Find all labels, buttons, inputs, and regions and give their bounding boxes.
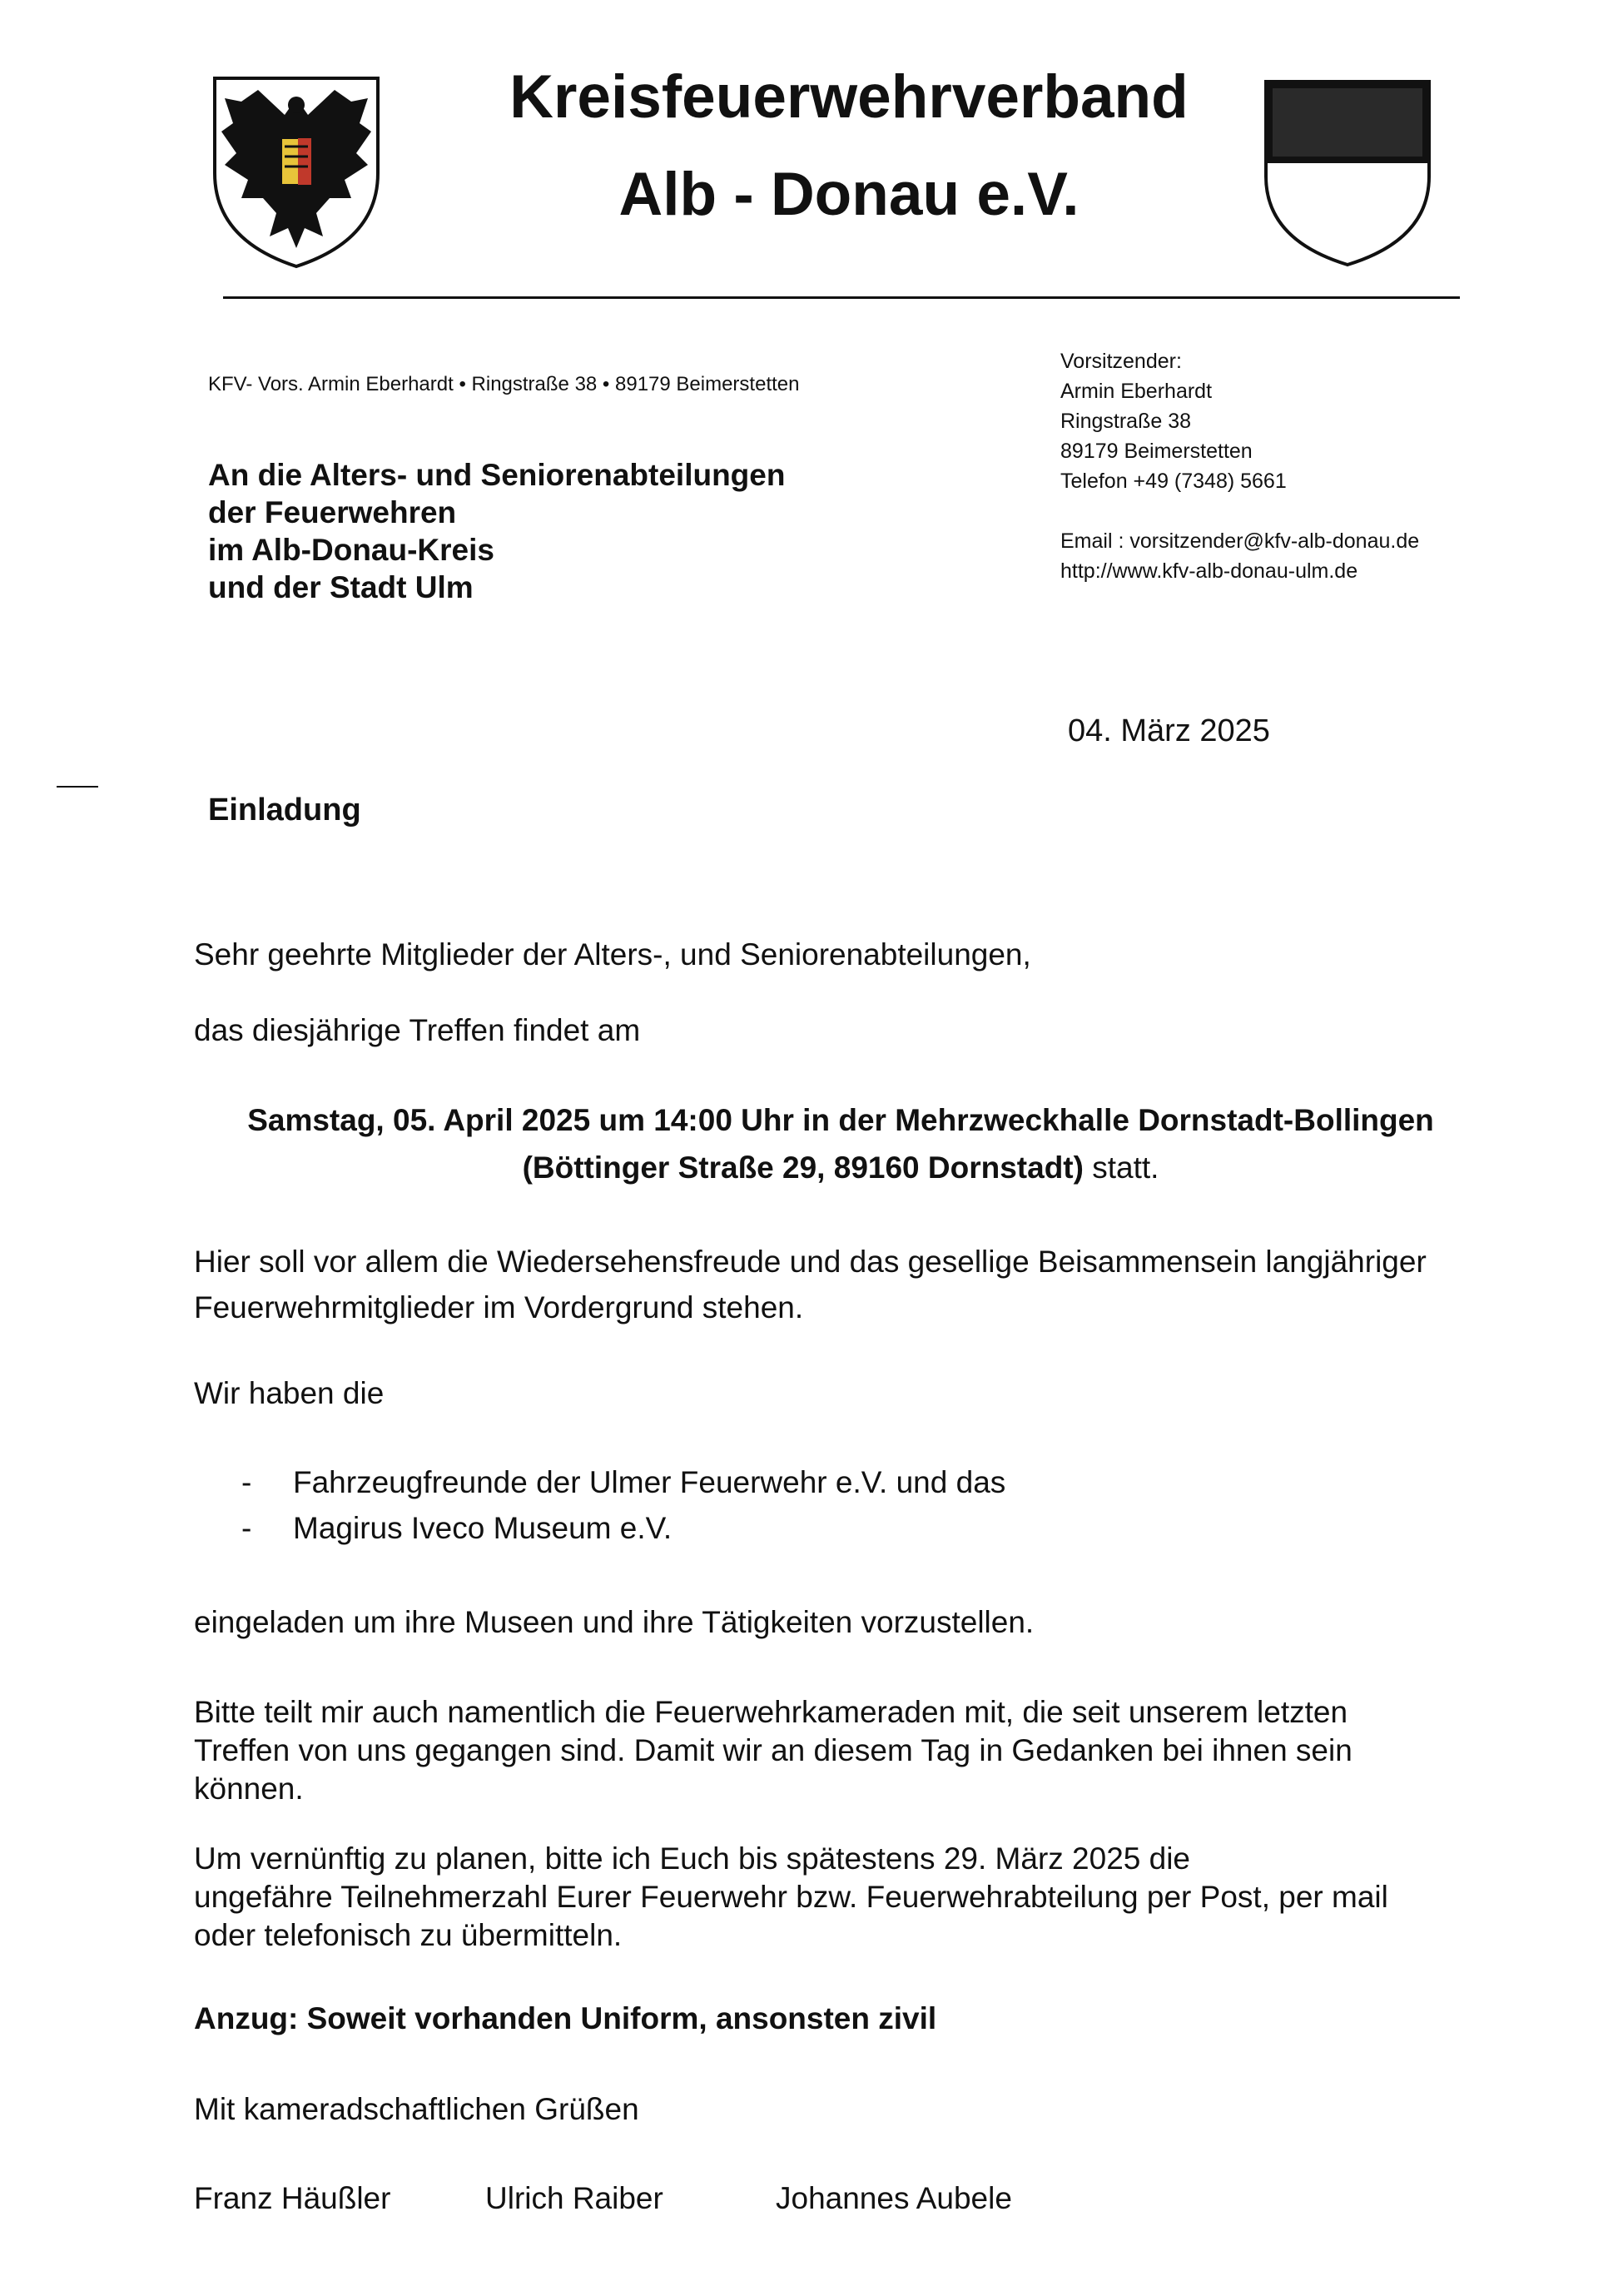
- organization-title-line1: Kreisfeuerwehrverband: [509, 63, 1189, 131]
- signature-name: Ulrich Raiber: [485, 2181, 663, 2215]
- paragraph-3: [194, 1840, 1388, 1955]
- letter-subject: Einladung: [208, 793, 361, 827]
- paragraph-line: Um vernünftig zu planen, bitte ich Euch bis spätestens 29. März 2025 die: [194, 1841, 1191, 1876]
- invite-outro: eingeladen um ihre Museen und ihre Tätigkeiten vorzustellen.: [194, 1605, 1035, 1639]
- contact-role: Vorsitzender:: [1060, 350, 1182, 373]
- recipient-address: [208, 456, 785, 606]
- paragraph-line: ungefähre Teilnehmerzahl Eurer Feuerwehr bzw. Feuerwehrabteilung per Post, per mail: [194, 1880, 1388, 1914]
- recipient-line: im Alb-Donau-Kreis: [208, 533, 494, 567]
- header-divider: [223, 296, 1460, 299]
- event-line-2-suffix: statt.: [1083, 1150, 1159, 1185]
- closing: Mit kameradschaftlichen Grüßen: [194, 2092, 639, 2126]
- contact-spacer: [1060, 496, 1419, 526]
- contact-name: Armin Eberhardt: [1060, 380, 1213, 403]
- list-item-text: Magirus Iveco Museum e.V.: [293, 1511, 673, 1545]
- contact-email[interactable]: Email : vorsitzender@kfv-alb-donau.de: [1060, 529, 1420, 553]
- intro-text: das diesjährige Treffen findet am: [194, 1013, 641, 1047]
- paragraph-1: [194, 1239, 1427, 1330]
- event-line-2: [166, 1144, 1515, 1191]
- event-address: (Böttinger Straße 29, 89160 Dornstadt): [522, 1150, 1084, 1185]
- sender-address-line: KFV- Vors. Armin Eberhardt • Ringstraße 38 • 89179 Beimerstetten: [208, 373, 800, 395]
- list-item: [241, 1465, 1005, 1500]
- signature-name: Johannes Aubele: [776, 2181, 1012, 2215]
- signature-name: Franz Häußler: [194, 2181, 391, 2215]
- letter-date: 04. März 2025: [1068, 713, 1270, 748]
- list-item: [241, 1511, 672, 1546]
- contact-street: Ringstraße 38: [1060, 410, 1192, 433]
- recipient-line: der Feuerwehren: [208, 495, 457, 529]
- paragraph-line: oder telefonisch zu übermitteln.: [194, 1918, 623, 1952]
- paragraph-line: Feuerwehrmitglieder im Vordergrund stehen.: [194, 1290, 804, 1324]
- contact-block: [1060, 346, 1419, 586]
- contact-phone: Telefon +49 (7348) 5661: [1060, 470, 1287, 493]
- recipient-line: An die Alters- und Seniorenabteilungen: [208, 458, 786, 492]
- recipient-line: und der Stadt Ulm: [208, 570, 474, 604]
- list-item-text: Fahrzeugfreunde der Ulmer Feuerwehr e.V. und das: [293, 1465, 1006, 1499]
- paragraph-2: [194, 1693, 1352, 1808]
- event-line-1: Samstag, 05. April 2025 um 14:00 Uhr in der Mehrzweckhalle Dornstadt-Bollingen: [247, 1103, 1434, 1137]
- fold-mark: [57, 786, 98, 788]
- list-bullet: -: [241, 1511, 252, 1545]
- contact-website[interactable]: http://www.kfv-alb-donau-ulm.de: [1060, 559, 1358, 583]
- paragraph-line: Hier soll vor allem die Wiedersehensfreude und das gesellige Beisammensein langjähriger: [194, 1245, 1427, 1279]
- list-bullet: -: [241, 1465, 252, 1499]
- salutation: Sehr geehrte Mitglieder der Alters-, und Seniorenabteilungen,: [194, 937, 1031, 972]
- dress-code: Anzug: Soweit vorhanden Uniform, ansonsten zivil: [194, 2001, 937, 2035]
- paragraph-line: können.: [194, 1772, 304, 1806]
- paragraph-line: Bitte teilt mir auch namentlich die Feuerwehrkameraden mit, die seit unserem letzten: [194, 1695, 1348, 1729]
- paragraph-line: Treffen von uns gegangen sind. Damit wir an diesem Tag in Gedanken bei ihnen sein: [194, 1733, 1352, 1767]
- invite-intro: Wir haben die: [194, 1376, 385, 1410]
- organization-title-line2: Alb - Donau e.V.: [618, 161, 1080, 228]
- contact-city: 89179 Beimerstetten: [1060, 440, 1253, 463]
